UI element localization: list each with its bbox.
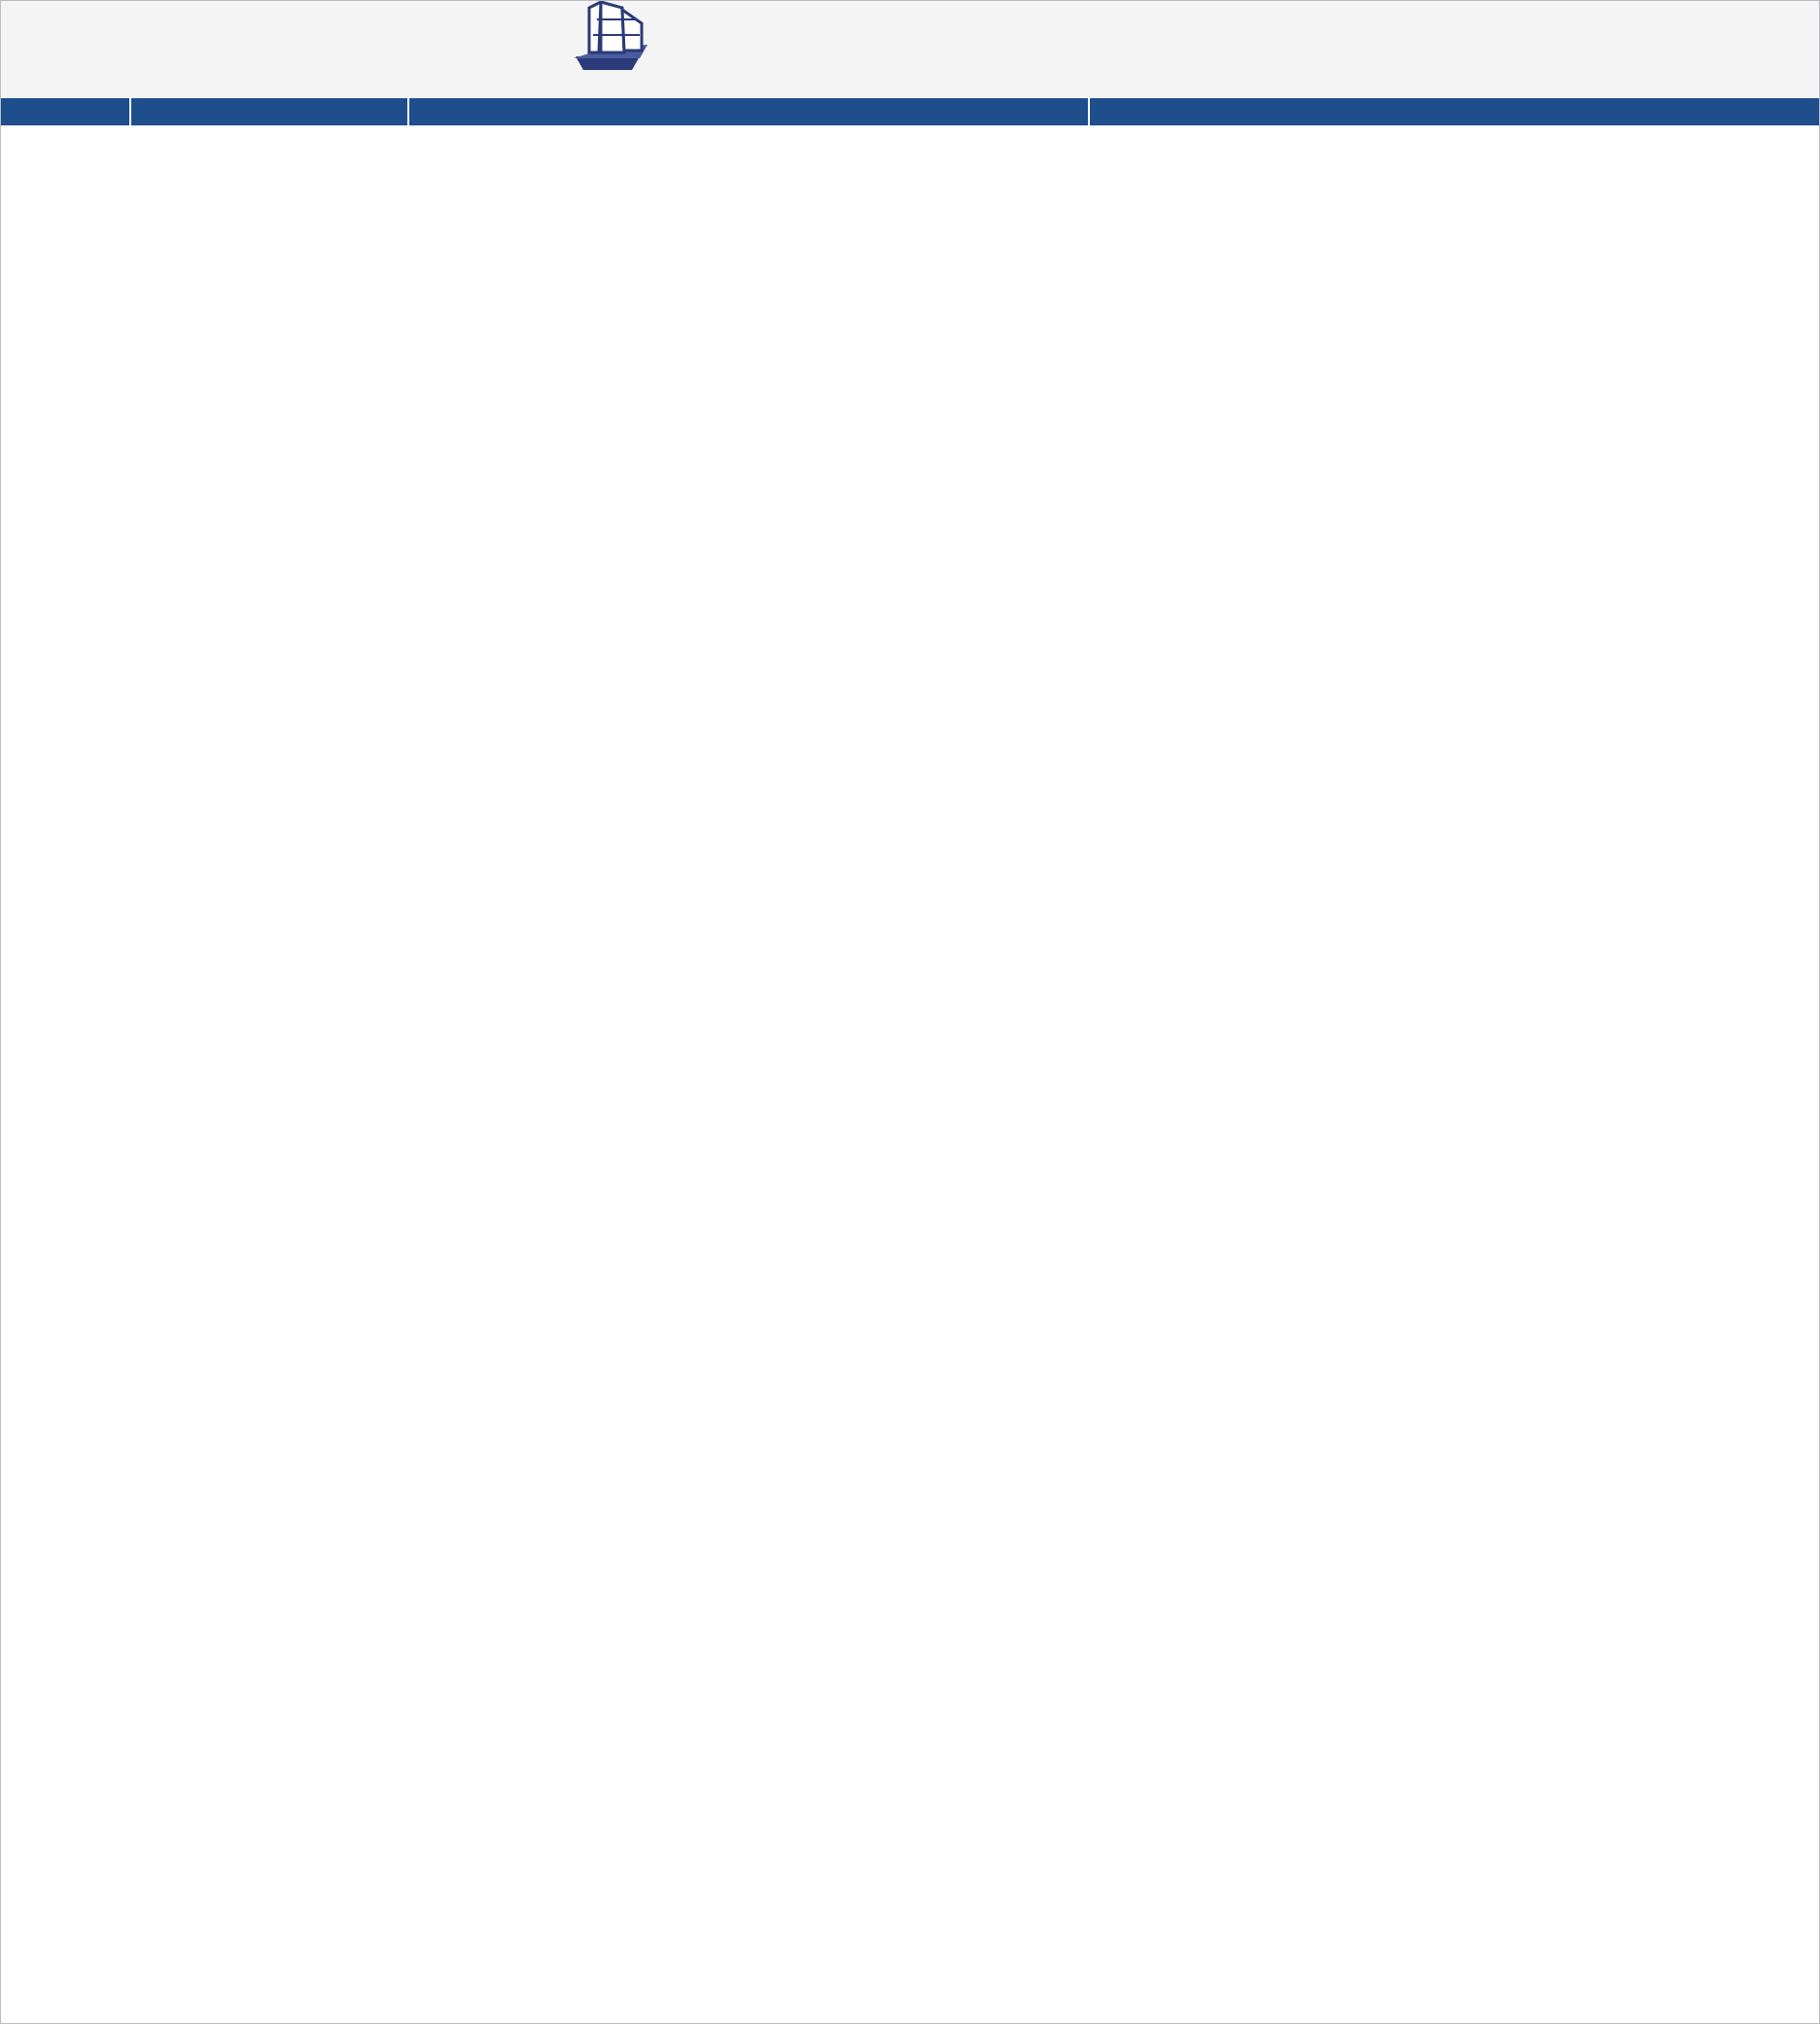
sailboat-logo-icon	[554, 0, 661, 95]
column-header-routes	[0, 98, 129, 125]
page-header	[0, 0, 1820, 97]
column-header-vsl	[131, 98, 407, 125]
column-header-discharge-ports	[1090, 98, 1820, 125]
column-header-load-ports	[409, 98, 1088, 125]
